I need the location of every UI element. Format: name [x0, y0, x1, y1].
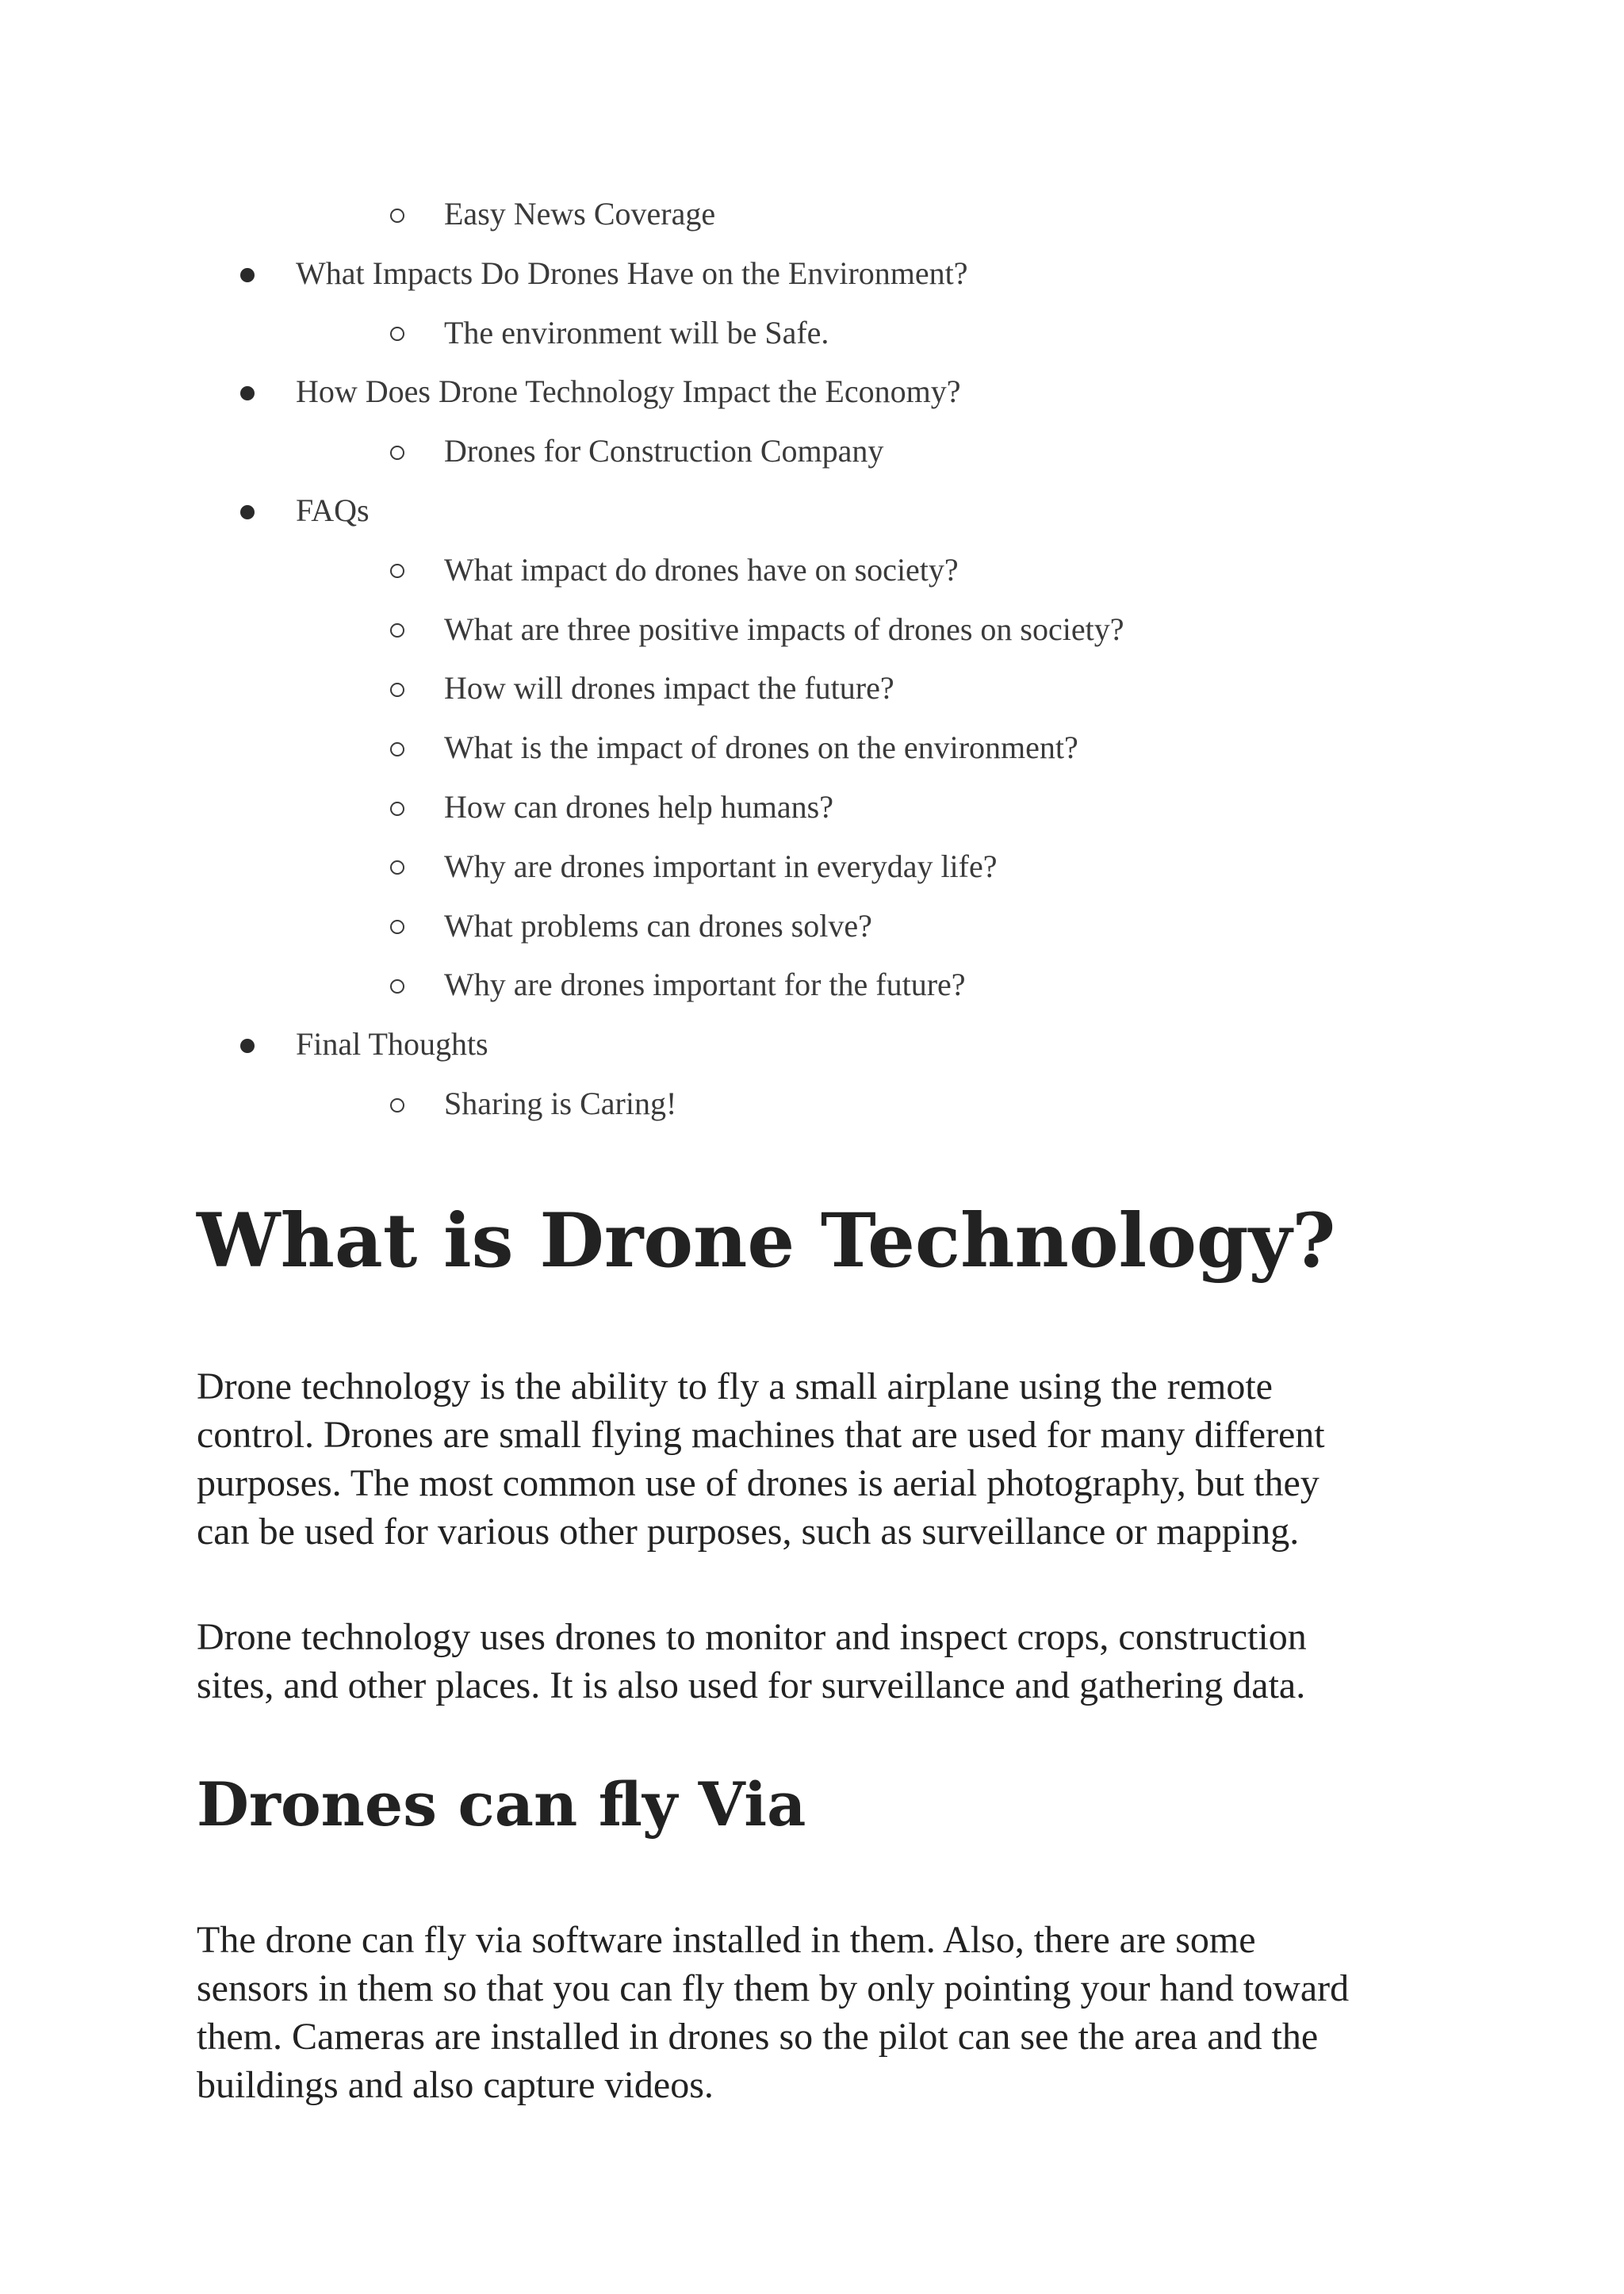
toc-sublink[interactable]: How can drones help humans? — [444, 789, 833, 825]
sub-bullet-icon — [390, 623, 404, 638]
bullet-icon — [240, 268, 255, 282]
bullet-icon — [240, 505, 255, 519]
sub-bullet-icon — [390, 1098, 404, 1113]
sub-bullet-icon — [390, 564, 404, 578]
sub-bullet-icon — [390, 802, 404, 816]
paragraph-line: The drone can fly via software installed in them. Also, there are some — [197, 1919, 1256, 1961]
bullet-icon — [240, 1039, 255, 1053]
toc-sublink[interactable]: How will drones impact the future? — [444, 670, 894, 707]
toc-sublink[interactable]: What are three positive impacts of drones on society? — [444, 611, 1124, 647]
paragraph-line: buildings and also capture videos. — [197, 2064, 714, 2106]
sub-bullet-icon — [390, 742, 404, 756]
paragraph-line: them. Cameras are installed in drones so the pilot can see the area and the — [197, 2016, 1319, 2058]
sub-bullet-icon — [390, 683, 404, 697]
heading-what-is-drone-technology: What is Drone Technology? — [197, 1197, 1336, 1285]
paragraph-line: Drone technology uses drones to monitor and inspect crops, construction — [197, 1616, 1307, 1658]
paragraph-drone-technology-definition — [197, 1362, 1481, 1556]
paragraph-line: purposes. The most common use of drones is aerial photography, but they — [197, 1462, 1320, 1504]
sub-bullet-icon — [390, 446, 404, 460]
paragraph-line: can be used for various other purposes, such as surveillance or mapping. — [197, 1511, 1300, 1553]
sub-bullet-icon — [390, 979, 404, 994]
paragraph-line: Drone technology is the ability to fly a small airplane using the remote — [197, 1365, 1273, 1407]
bullet-icon — [240, 386, 255, 400]
paragraph-drone-technology-uses — [197, 1613, 1481, 1710]
toc-link[interactable]: FAQs — [296, 492, 370, 528]
toc-sublink[interactable]: Easy News Coverage — [444, 196, 716, 232]
toc-sublink[interactable]: Sharing is Caring! — [444, 1086, 677, 1121]
paragraph-line: sensors in them so that you can fly them by only pointing your hand toward — [197, 1967, 1350, 2009]
toc-sublink[interactable]: The environment will be Safe. — [444, 314, 829, 350]
paragraph-line: sites, and other places. It is also used for surveillance and gathering data. — [197, 1664, 1306, 1706]
toc-sublink[interactable]: Drones for Construction Company — [444, 433, 884, 469]
heading-drones-can-fly-via: Drones can fly Via — [197, 1769, 806, 1840]
toc-link[interactable]: How Does Drone Technology Impact the Economy? — [296, 373, 961, 410]
toc-sublink[interactable]: Why are drones important for the future? — [444, 967, 966, 1003]
toc-link[interactable]: What Impacts Do Drones Have on the Environment? — [296, 255, 968, 291]
paragraph-drones-fly-via — [197, 1916, 1481, 2109]
sub-bullet-icon — [390, 327, 404, 341]
toc-sublink[interactable]: What impact do drones have on society? — [444, 551, 959, 588]
paragraph-line: control. Drones are small flying machines that are used for many different — [197, 1414, 1325, 1456]
sub-bullet-icon — [390, 860, 404, 875]
sub-bullet-icon — [390, 209, 404, 223]
toc-link[interactable]: Final Thoughts — [296, 1026, 488, 1063]
toc-sublink[interactable]: What is the impact of drones on the environment? — [444, 730, 1078, 766]
toc-sublink[interactable]: Why are drones important in everyday life? — [444, 848, 998, 884]
toc-sublink[interactable]: What problems can drones solve? — [444, 907, 872, 944]
sub-bullet-icon — [390, 920, 404, 934]
